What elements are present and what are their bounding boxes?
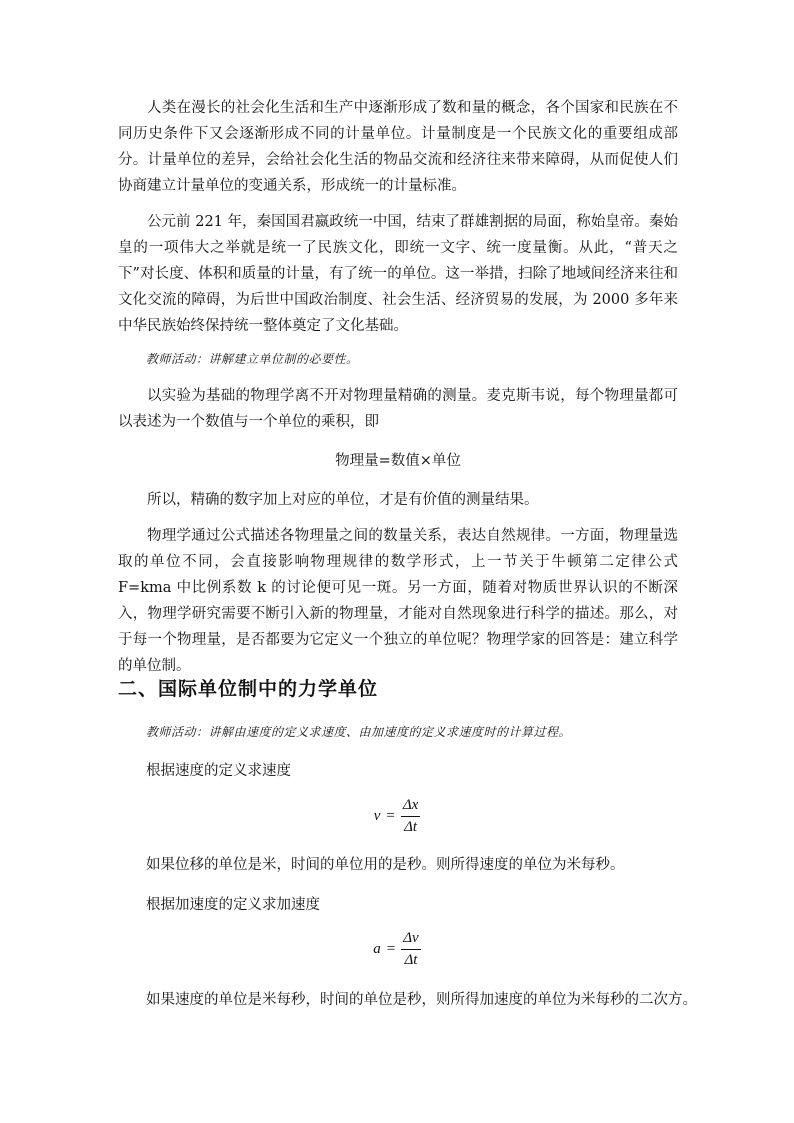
- paragraph-maxwell: 以实验为基础的物理学离不开对物理量精确的测量。麦克斯韦说，每个物理量都可以表述为一个数值与一个单位的乘积，即: [118, 388, 678, 430]
- formula-acceleration-numerator: Δv: [401, 930, 420, 950]
- formula-velocity-fraction: [401, 797, 420, 836]
- text-velocity-unit: 如果位移的单位是米，时间的单位用的是秒。则所得速度的单位为米每秒。: [146, 857, 625, 873]
- formula-velocity-lhs: v: [373, 808, 381, 824]
- text-velocity-definition: 根据速度的定义求速度: [146, 763, 291, 779]
- formula-acceleration-denominator: Δt: [404, 952, 418, 968]
- paragraph-qin-unification: 公元前 221 年，秦国国君嬴政统一中国，结束了群雄割据的局面，称始皇帝。秦始皇的一项伟大之举就是统一了民族文化，即统一文字、统一度量衡。从此，“普天之下”对长度、体积和质量的计量，有了统一的单位。这一举措，扫除了地域间经济来往和文化交流的障碍，为后世中国政治制度、社会生活、经济贸易的发展，为 2000 多年来中华民族始终保持统一整体奠定了文化基础。: [118, 214, 678, 334]
- formula-acceleration: [0, 930, 794, 969]
- formula-velocity-equals: =: [386, 808, 395, 824]
- formula-quantity-value-unit: 物理量=数值×单位: [335, 453, 461, 469]
- section-heading: 二、国际单位制中的力学单位: [118, 678, 379, 700]
- formula-acceleration-fraction: [401, 930, 420, 969]
- paragraph-measurement-result: 所以，精确的数字加上对应的单位，才是有价值的测量结果。: [147, 492, 539, 508]
- text-acceleration-unit: 如果速度的单位是米每秒，时间的单位是秒，则所得加速度的单位为米每秒的二次方。: [146, 992, 697, 1008]
- paragraph-measurement-history: 人类在漫长的社会化生活和生产中逐渐形成了数和量的概念，各个国家和民族在不同历史条件下又会逐渐形成不同的计量单位。计量制度是一个民族文化的重要组成部分。计量单位的差异，会给社会化生活的物品交流和经济往来带来障碍，从而促使人们协商建立计量单位的变通关系，形成统一的计量标准。: [118, 100, 678, 194]
- paragraph-unit-system: 物理学通过公式描述各物理量之间的数量关系，表达自然规律。一方面，物理量选取的单位不同，会直接影响物理规律的数学形式，上一节关于牛顿第二定律公式 F=kma 中比例系数 k 的讨论便可见一斑。另一方面，随着对物质世界认识的不断深入，物理学研究需要不断引入新的物理量，才能对自然现象进行科学的描述。那么，对于每一个物理量，是否都要为它定义一个独立的单位呢？物理学家的回答是：建立科学的单位制。: [118, 528, 678, 674]
- formula-velocity-numerator: Δx: [401, 797, 420, 817]
- formula-velocity-denominator: Δt: [404, 819, 418, 835]
- teacher-activity-note-2: 教师活动：讲解由速度的定义求速度、由加速度的定义求速度时的计算过程。: [146, 725, 572, 739]
- formula-velocity: [0, 797, 794, 836]
- formula-acceleration-lhs: a: [373, 941, 381, 957]
- formula-acceleration-equals: =: [386, 941, 396, 957]
- teacher-activity-note-1: 教师活动：讲解建立单位制的必要性。: [146, 352, 359, 366]
- text-acceleration-definition: 根据加速度的定义求加速度: [146, 897, 320, 913]
